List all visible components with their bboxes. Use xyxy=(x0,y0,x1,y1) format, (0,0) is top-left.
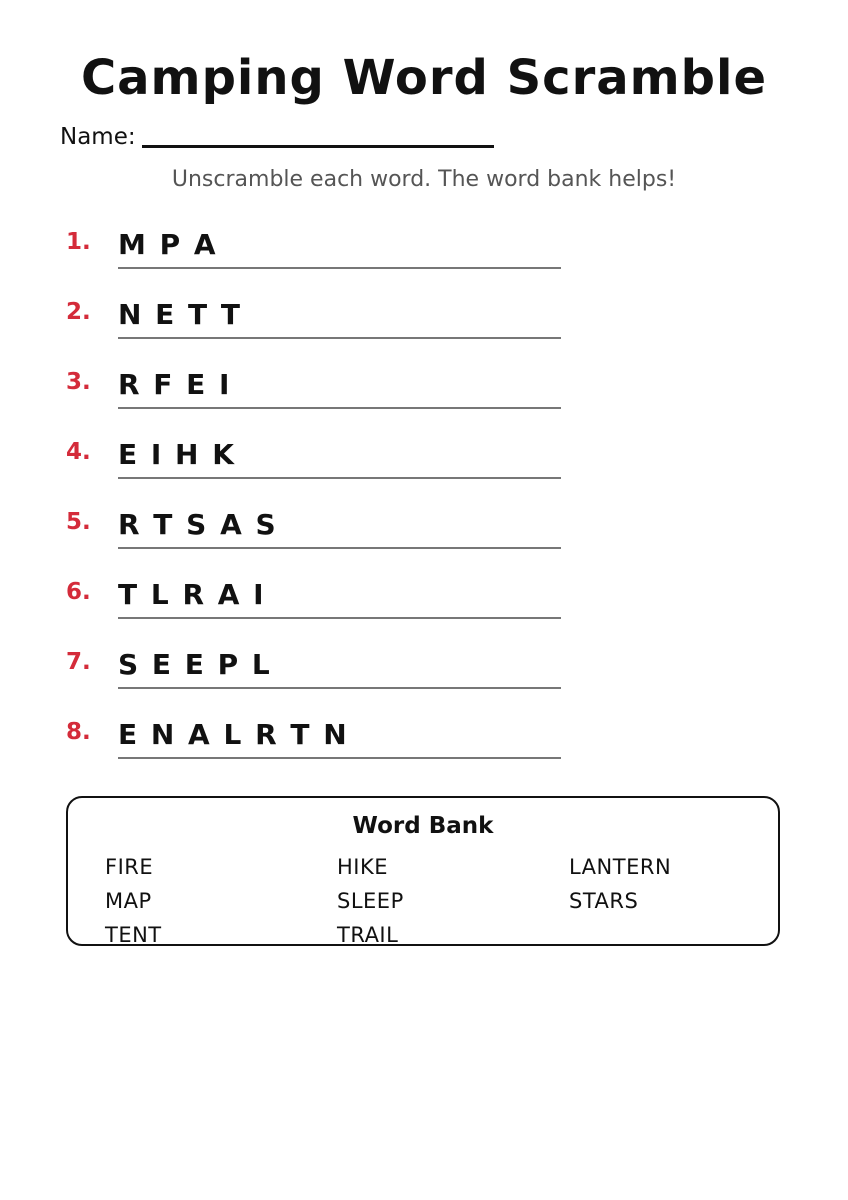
scrambled-letters: N E T T xyxy=(118,298,243,331)
scrambled-letters: R F E I xyxy=(118,368,232,401)
word-bank-title: Word Bank xyxy=(352,813,494,839)
scramble-problem-8 xyxy=(60,712,580,782)
scramble-problem-7 xyxy=(60,642,580,712)
answer-write-line[interactable] xyxy=(118,687,561,689)
name-row xyxy=(60,118,494,152)
scrambled-letters: R T S A S xyxy=(118,508,278,541)
word-bank-word: FIRE xyxy=(105,855,154,879)
problem-number: 3. xyxy=(66,369,91,395)
answer-write-line[interactable] xyxy=(118,337,561,339)
scramble-problem-list xyxy=(60,222,580,782)
problem-number: 5. xyxy=(66,509,91,535)
answer-write-line[interactable] xyxy=(118,407,561,409)
scrambled-letters: M P A xyxy=(118,228,218,261)
answer-write-line[interactable] xyxy=(118,547,561,549)
answer-write-line[interactable] xyxy=(118,617,561,619)
worksheet-title: Camping Word Scramble xyxy=(80,50,768,106)
scramble-problem-2 xyxy=(60,292,580,362)
word-bank-column-3 xyxy=(569,850,789,918)
scrambled-letters: E I H K xyxy=(118,438,236,471)
problem-number: 6. xyxy=(66,579,91,605)
problem-number: 1. xyxy=(66,229,91,255)
name-write-line[interactable] xyxy=(142,119,494,148)
scramble-problem-6 xyxy=(60,572,580,642)
scrambled-letters: E N A L R T N xyxy=(118,718,349,751)
scrambled-letters: T L R A I xyxy=(118,578,266,611)
word-bank-word: HIKE xyxy=(337,855,389,879)
scramble-problem-3 xyxy=(60,362,580,432)
word-bank-box xyxy=(66,796,780,946)
scramble-problem-1 xyxy=(60,222,580,292)
word-bank-word: SLEEP xyxy=(337,889,404,913)
answer-write-line[interactable] xyxy=(118,477,561,479)
scrambled-letters: S E E P L xyxy=(118,648,272,681)
instructions-text: Unscramble each word. The word bank helps! xyxy=(171,167,677,192)
problem-number: 4. xyxy=(66,439,91,465)
word-bank-word: LANTERN xyxy=(569,855,672,879)
answer-write-line[interactable] xyxy=(118,757,561,759)
word-bank-word: TENT xyxy=(105,923,162,947)
name-label: Name: xyxy=(60,124,136,150)
word-bank-column-2 xyxy=(337,850,557,952)
scramble-problem-4 xyxy=(60,432,580,502)
answer-write-line[interactable] xyxy=(118,267,561,269)
word-bank-word: MAP xyxy=(105,889,152,913)
problem-number: 2. xyxy=(66,299,91,325)
word-bank-word: STARS xyxy=(569,889,639,913)
word-bank-column-1 xyxy=(105,850,325,952)
problem-number: 8. xyxy=(66,719,91,745)
scramble-problem-5 xyxy=(60,502,580,572)
problem-number: 7. xyxy=(66,649,91,675)
word-bank-word: TRAIL xyxy=(337,923,399,947)
